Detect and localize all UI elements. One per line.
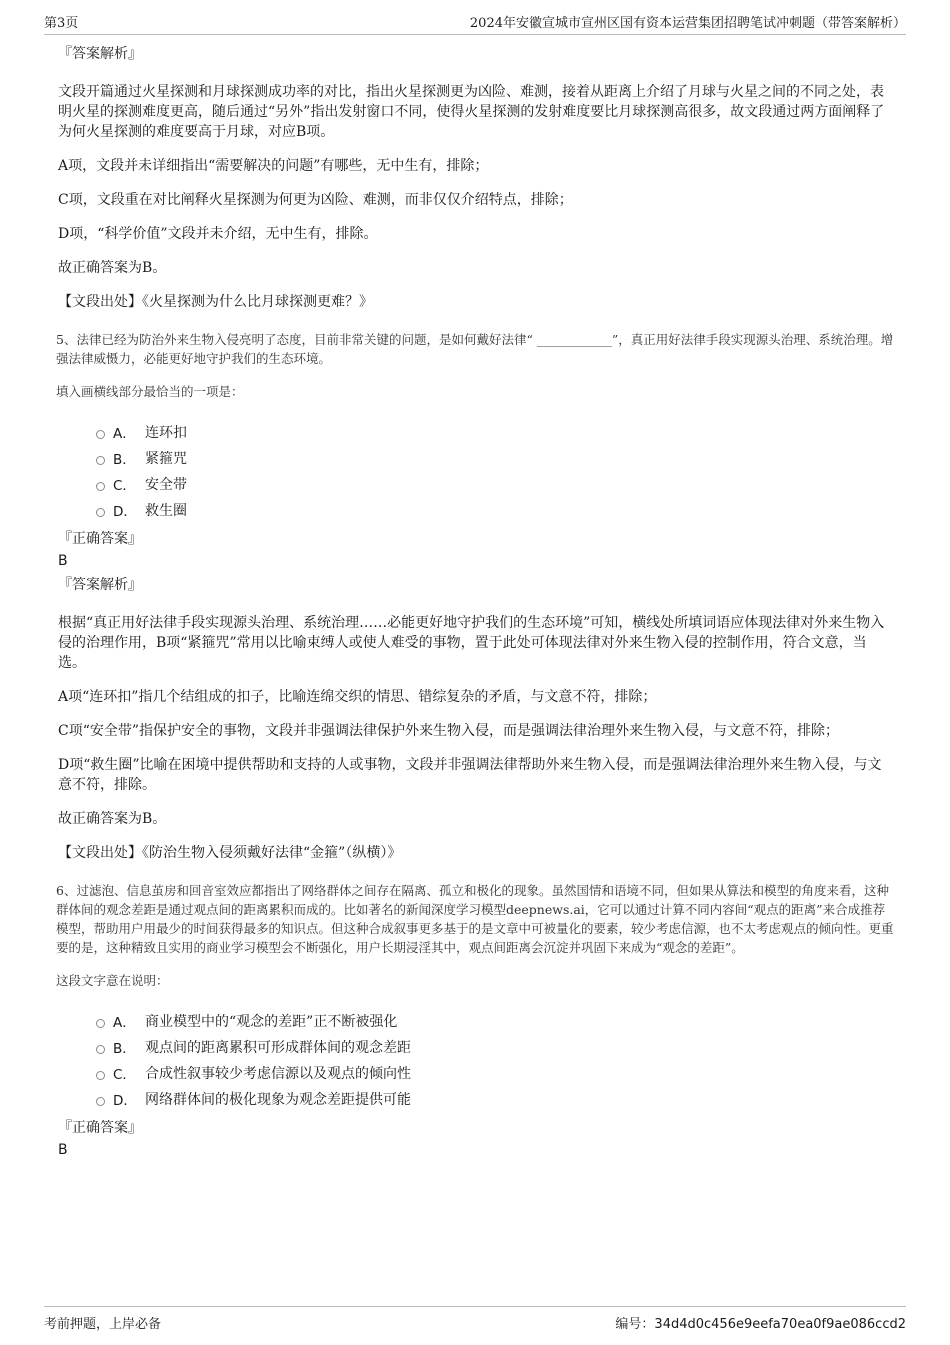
analysis-heading: 『答案解析』: [58, 577, 142, 593]
radio-icon[interactable]: [96, 508, 105, 517]
option-text: 网络群体间的极化现象为观念差距提供可能: [145, 1092, 411, 1108]
radio-icon[interactable]: [96, 1097, 105, 1106]
correct-answer-heading: 『正确答案』: [58, 1120, 142, 1136]
option-a[interactable]: [96, 1008, 894, 1034]
option-text: 安全带: [145, 477, 187, 493]
analysis-paragraph: C项，文段重在对比阐释火星探测为何更为凶险、难测，而非仅仅介绍特点，排除；: [58, 192, 573, 208]
analysis-paragraph: 根据“真正用好法律手段实现源头治理、系统治理……必能更好地守护我们的生态环境”可知，横线处所填词语应体现法律对外来生物入侵的治理作用，B项“紧箍咒”常用以比喻束缚人或使人难受的事物，置于此处可体现法律对外来生物入侵的控制作用，符合文意，当选。: [58, 615, 885, 671]
page-header: [44, 12, 906, 35]
analysis-paragraph: D项“救生圈”比喻在困境中提供帮助和支持的人或事物，文段并非强调法律帮助外来生物入侵，而是强调法律治理外来生物入侵，与文意不符，排除。: [58, 757, 882, 793]
page-content: [56, 44, 894, 1164]
radio-icon[interactable]: [96, 1071, 105, 1080]
question-stem: 6、过滤泡、信息茧房和回音室效应都指出了网络群体之间存在隔离、孤立和极化的现象。虽然国情和语境不同，但如果从算法和模型的角度来看，这种群体间的观念差距是通过观点间的距离累积而成的。比如著名的新闻深度学习模型deepnews.ai，它可以通过计算不同内容间“观点的距离”来合成推荐模型，帮助用户用最少的时间获得最多的知识点。但这种合成叙事更多基于的是文章中可被量化的要素，较少考虑信源，也不太考虑观点的倾向性。更重要的是，这种精致且实用的商业学习模型会不断强化，用户长期浸淫其中，观点间距离会沉淀并巩固下来成为“观念的差距”。: [56, 883, 894, 955]
option-letter: A．: [113, 426, 136, 442]
option-letter: B．: [113, 1041, 136, 1057]
option-text: 紧箍咒: [145, 451, 187, 467]
option-letter: D．: [113, 1093, 137, 1109]
radio-icon[interactable]: [96, 1045, 105, 1054]
option-d[interactable]: [96, 497, 894, 523]
option-letter: A．: [113, 1015, 136, 1031]
passage-source: 【文段出处】《火星探测为什么比月球探测更难？》: [58, 294, 373, 310]
option-list: [96, 419, 894, 523]
correct-answer: B: [58, 553, 68, 569]
analysis-paragraph: A项，文段并未详细指出“需要解决的问题”有哪些，无中生有，排除；: [58, 158, 489, 174]
option-letter: C．: [113, 478, 136, 494]
passage-source: 【文段出处】《防治生物入侵须戴好法律“金箍”（纵横）》: [58, 845, 402, 861]
analysis-paragraph: 文段开篇通过火星探测和月球探测成功率的对比，指出火星探测更为凶险、难测，接着从距离上介绍了月球与火星之间的不同之处，表明火星的探测难度更高，随后通过“另外”指出发射窗口不同，使得火星探测的发射难度要比月球探测高很多，故文段通过两方面阐释了为何火星探测的难度要高于月球，对应B项。: [58, 84, 885, 140]
analysis-paragraph: A项“连环扣”指几个结组成的扣子，比喻连绵交织的情思、错综复杂的矛盾，与文意不符，排除；: [58, 689, 657, 705]
analysis-paragraph: 故正确答案为B。: [58, 811, 167, 827]
option-c[interactable]: [96, 471, 894, 497]
analysis-paragraph: C项“安全带”指保护安全的事物，文段并非强调法律保护外来生物入侵，而是强调法律治理外来生物入侵，与文意不符，排除；: [58, 723, 840, 739]
document-id: 编号：34d4d0c456e9eefa70ea0f9ae086ccd2: [615, 1316, 906, 1332]
option-letter: B．: [113, 452, 136, 468]
analysis-paragraph: D项，“科学价值”文段并未介绍，无中生有，排除。: [58, 226, 378, 242]
option-letter: D．: [113, 504, 137, 520]
correct-answer: B: [58, 1142, 68, 1158]
option-text: 救生圈: [145, 503, 187, 519]
radio-icon[interactable]: [96, 456, 105, 465]
document-title: 2024年安徽宣城市宣州区国有资本运营集团招聘笔试冲刺题（带答案解析）: [469, 16, 906, 31]
option-b[interactable]: [96, 1034, 894, 1060]
question-prompt: 这段文字意在说明：: [56, 973, 169, 988]
footer-slogan: 考前押题，上岸必备: [44, 1316, 162, 1332]
option-text: 合成性叙事较少考虑信源以及观点的倾向性: [145, 1066, 411, 1082]
option-list: [96, 1008, 894, 1112]
question-prompt: 填入画横线部分最恰当的一项是：: [56, 384, 244, 399]
option-c[interactable]: [96, 1060, 894, 1086]
radio-icon[interactable]: [96, 1019, 105, 1028]
option-text: 商业模型中的“观念的差距”正不断被强化: [145, 1014, 398, 1030]
analysis-paragraph: 故正确答案为B。: [58, 260, 167, 276]
option-text: 观点间的距离累积可形成群体间的观念差距: [145, 1040, 411, 1056]
radio-icon[interactable]: [96, 482, 105, 491]
option-text: 连环扣: [145, 425, 187, 441]
option-letter: C．: [113, 1067, 136, 1083]
analysis-heading: 『答案解析』: [58, 46, 142, 62]
option-a[interactable]: [96, 419, 894, 445]
page-number: 第3页: [44, 16, 79, 31]
question-stem: 5、法律已经为防治外来生物入侵亮明了态度，目前非常关键的问题，是如何戴好法律“ ____________”，真正用好法律手段实现源头治理、系统治理。增强法律威慑力，必能更好地守护我们的生态环境。: [56, 332, 894, 366]
option-d[interactable]: [96, 1086, 894, 1112]
radio-icon[interactable]: [96, 430, 105, 439]
page-footer: [44, 1306, 906, 1337]
correct-answer-heading: 『正确答案』: [58, 531, 142, 547]
option-b[interactable]: [96, 445, 894, 471]
